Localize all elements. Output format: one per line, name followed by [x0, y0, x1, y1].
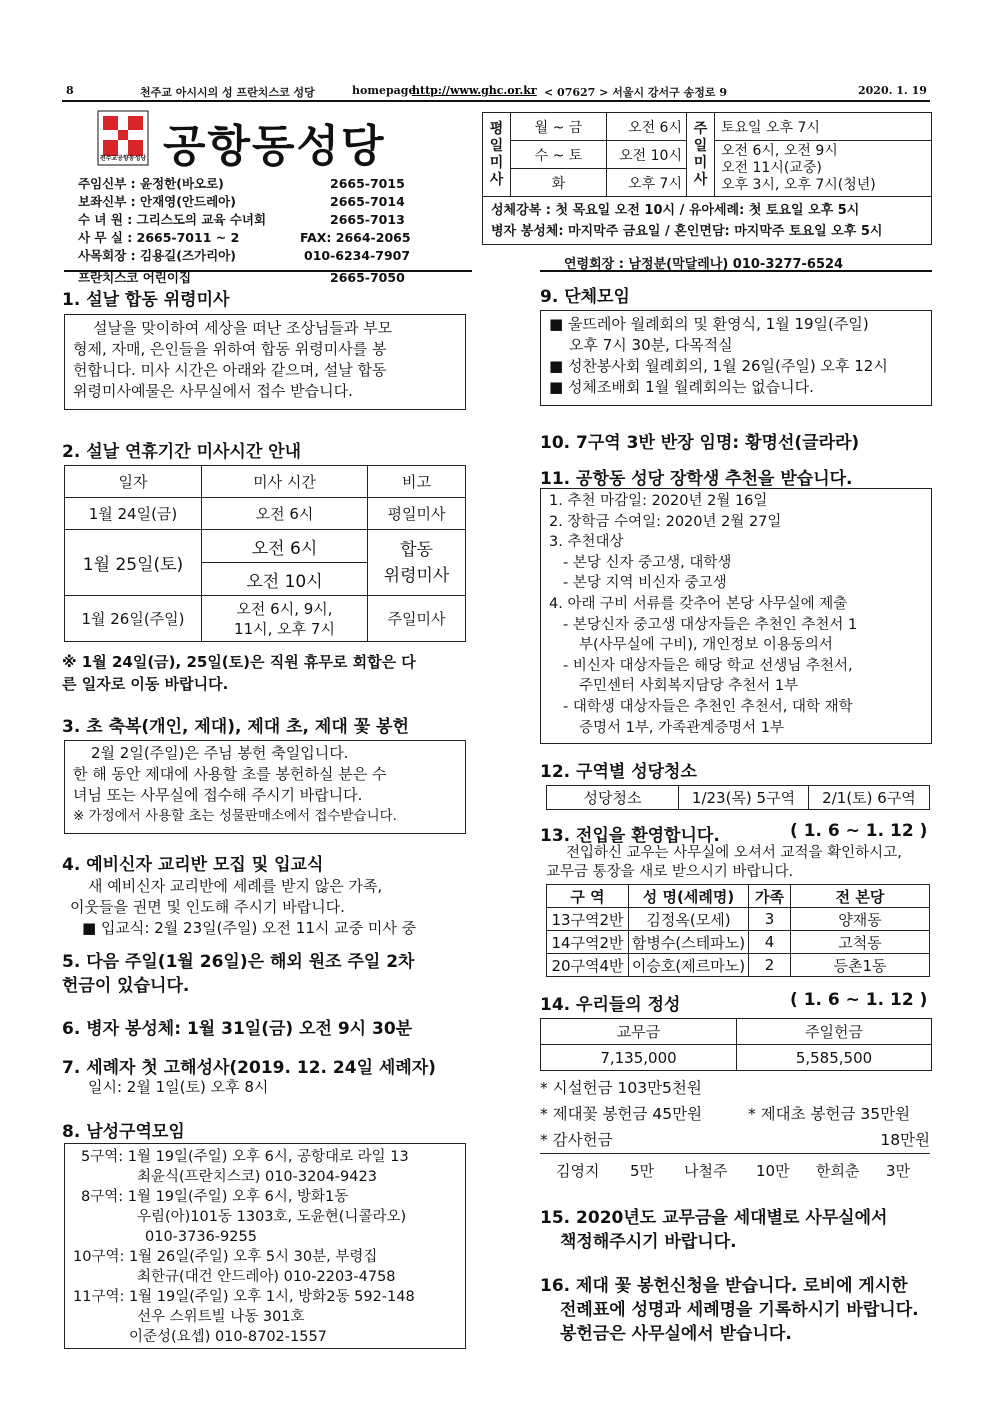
staff-row: 프란치스코 어린이집 2665-7050: [78, 270, 405, 285]
page-header: [62, 82, 930, 102]
altar-flower-offering: * 제대꽃 봉헌금 45만원: [540, 1105, 703, 1123]
section-7-title: 7. 세례자 첫 고해성사(2019. 12. 24일 세례자): [62, 1058, 436, 1078]
section-6-title: 6. 병자 봉성체: 1월 31일(금) 오전 9시 30분: [62, 1019, 413, 1039]
section-1-box: 설날을 맞이하여 세상을 떠난 조상님들과 부모 형제, 자매, 은인들을 위하여 합동 위령미사를 봉 헌합니다. 미사 시간은 아래와 같으며, 설날 합동 위령미사예물은 사무실에서 접수 받습니다.: [64, 314, 466, 410]
section-12-title: 12. 구역별 성당청소: [540, 762, 697, 782]
section-10-title: 10. 7구역 3반 반장 임명: 황명선(글라라): [540, 433, 860, 453]
thanks-offering: * 감사헌금 18만원: [540, 1130, 930, 1154]
section-2-title: 2. 설날 연휴기간 미사시간 안내: [62, 442, 302, 462]
section-13-period: ( 1. 6 ~ 1. 12 ): [790, 821, 928, 841]
parish-line: 천주교 아시시의 성 프란치스코 성당: [140, 86, 315, 99]
section-1-title: 1. 설날 합동 위령미사: [62, 290, 230, 310]
section-14-title: 14. 우리들의 정성: [540, 995, 681, 1015]
section-8-box: 5구역: 1월 19일(주일) 오후 6시, 공항대로 라일 13 최윤식(프란치스코) 010-3204-9423 8구역: 1월 19일(주일) 오후 6시, 방화1동 우림(아)101동 1303호, 도윤현(니콜라오) 010-3736-9255 10구역: 1월 26일(주일) 오후 5시 30분, 부령집 최한규(대건 안드레아) 010-2203-4758 11구역: 1월 19일(주일) 오후 1시, 방화2동 592-148 선우 스위트빌 나동 301호 이준성(요셉) 010-8702-1557: [64, 1143, 466, 1349]
table-row: 13구역2반 김정옥(모세) 3 양재동: [547, 908, 930, 931]
left-divider: [64, 270, 472, 272]
president-line: 연령회장 : 남정분(막달레나) 010-3277-6524: [564, 257, 844, 272]
cleaning-table: 성당청소 1/23(목) 5구역 2/1(토) 6구역: [546, 785, 930, 810]
offering-table: 교무금 주일헌금 7,135,000 5,585,500: [540, 1018, 932, 1071]
issue-date: 2020. 1. 19: [858, 84, 927, 97]
mass-schedule-table: 평 일 미 사 월 ~ 금 오전 6시 주 일 미 사 토요일 오후 7시 수 ~ 토 오전 10시 오전 6시, 오전 9시 오전 11시(교중) 오후 3시, 오후 7시(청년) 화 오후 7시 성체강복 : 첫 목요일 오전 10시 / 유아세례: 첫 토요일 오후 5시 병자 봉성체: 마지막주 금요일 / 혼인면담: 마지막주 토요일 오후 5시: [482, 112, 932, 245]
section-3-box: 2월 2일(주일)은 주님 봉헌 축일입니다. 한 해 동안 제대에 사용할 초를 봉헌하실 분은 수 녀님 또는 사무실에 접수해 주시기 바랍니다. ※ 가정에서 사용할 초는 성물판매소에서 접수받습니다.: [64, 740, 466, 834]
section-13-title: 13. 전입을 환영합니다.: [540, 826, 720, 846]
section-15-title: 15. 2020년도 교무금을 세대별로 사무실에서 책정해주시기 바랍니다.: [540, 1208, 888, 1252]
staff-row: 사목회장 : 김용길(즈가리아) 010-6234-7907: [78, 248, 411, 263]
section-3-title: 3. 초 축복(개인, 제대), 제대 초, 제대 꽃 봉헌: [62, 717, 409, 737]
section-2-footnote: ※ 1월 24일(금), 25일(토)은 직원 휴무로 회합은 다 른 일자로 이동 바랍니다.: [62, 653, 416, 693]
emblem-caption: 천주교공항동성당: [99, 155, 147, 162]
section-11-box: 1. 추천 마감일: 2020년 2월 16일 2. 장학금 수여일: 2020년 2월 27일 3. 추천대상 - 본당 신자 중고생, 대학생 - 본당 지역 비신자 중고생 4. 아래 구비 서류를 갖추어 본당 사무실에 제출 - 본당신자 중고생 대상자들은 추천인 추천서 1 부(사무실에 구비), 개인정보 이용동의서 - 비신자 대상자들은 해당 학교 선생님 추천서, 주민센터 사회복지담당 추천서 1부 - 대학생 대상자들은 추천인 추천서, 대학 재학 증명서 1부, 가족관계증명서 1부: [540, 488, 932, 744]
page-number: 8: [66, 84, 74, 97]
newcomers-table: 구 역 성 명(세례명) 가족 전 본당 13구역2반 김정옥(모세) 3 양재동 14구역2반 함병수(스테파노) 4 고척동 20구역4반 이승호(제르마노) 2 등촌1동: [546, 884, 930, 977]
section-9-box: ■ 울뜨레아 월례회의 및 환영식, 1월 19일(주일) 오후 7시 30분, 다목적실 ■ 성찬봉사회 월례회의, 1월 26일(주일) 오후 12시 ■ 성체조배회 1월 월례회의는 없습니다.: [540, 310, 932, 406]
facility-offering: * 시설헌금 103만5천원: [540, 1079, 702, 1097]
section-4-title: 4. 예비신자 교리반 모집 및 입교식: [62, 855, 324, 875]
table-row: 14구역2반 함병수(스테파노) 4 고척동: [547, 931, 930, 954]
section-7-body: 일시: 2월 1일(토) 오후 8시: [88, 1078, 269, 1096]
section-9-title: 9. 단체모임: [540, 287, 630, 307]
holiday-mass-table: 일자 미사 시간 비고 1월 24일(금) 오전 6시 평일미사 1월 25일(토) 오전 6시 합동 위령미사 오전 10시 1월 26일(주일) 오전 6시, 9시, 11시, 오후 7시 주일미사: [64, 465, 466, 642]
weekday-mass-label: 평 일 미 사: [483, 113, 511, 197]
staff-row: 보좌신부 : 안재영(안드레아) 2665-7014: [78, 194, 405, 209]
section-16-title: 16. 제대 꽃 봉헌신청을 받습니다. 로비에 게시한 전례표에 성명과 세례명을 기록하시기 바랍니다. 봉헌금은 사무실에서 받습니다.: [540, 1276, 919, 1344]
table-row: 20구역4반 이승호(제르마노) 2 등촌1동: [547, 954, 930, 977]
section-5-title: 5. 다음 주일(1월 26일)은 해외 원조 주일 2차 헌금이 있습니다.: [62, 952, 415, 996]
schedule-note: 병자 봉성체: 마지막주 금요일 / 혼인면담: 마지막주 토요일 오후 5시: [491, 223, 883, 239]
homepage-link[interactable]: http://www.ghc.or.kr: [412, 84, 537, 97]
section-8-title: 8. 남성구역모임: [62, 1122, 185, 1142]
section-11-title: 11. 공항동 성당 장학생 추천을 받습니다.: [540, 469, 853, 489]
schedule-note: 성체강복 : 첫 목요일 오전 10시 / 유아세례: 첫 토요일 오후 5시: [491, 202, 860, 218]
section-13-body: 전입하신 교우는 사무실에 오셔서 교적을 확인하시고, 교무금 통장을 새로 받으시기 바랍니다.: [546, 845, 902, 880]
homepage-label: homepage: [352, 84, 416, 97]
staff-row: 수 녀 원 : 그리스도의 교육 수녀회 2665-7013: [78, 212, 405, 227]
right-divider: [540, 270, 932, 272]
altar-candle-offering: * 제대초 봉헌금 35만원: [748, 1105, 911, 1123]
staff-row: 사 무 실 : 2665-7011 ~ 2 FAX: 2664-2065: [78, 230, 411, 245]
section-4-body: 새 예비신자 교리반에 세례를 받지 않은 가족, 이웃들을 권면 및 인도해 주시기 바랍니다. ■ 입교식: 2월 23일(주일) 오전 11시 교중 미사 중: [70, 877, 417, 937]
sunday-mass-label: 주 일 미 사: [687, 113, 715, 197]
address: < 07627 > 서울시 강서구 송정로 9: [544, 86, 727, 99]
section-14-period: ( 1. 6 ~ 1. 12 ): [790, 990, 928, 1010]
staff-row: 주임신부 : 윤정한(바오로) 2665-7015: [78, 176, 405, 191]
church-title: 공항동성당: [163, 121, 386, 172]
